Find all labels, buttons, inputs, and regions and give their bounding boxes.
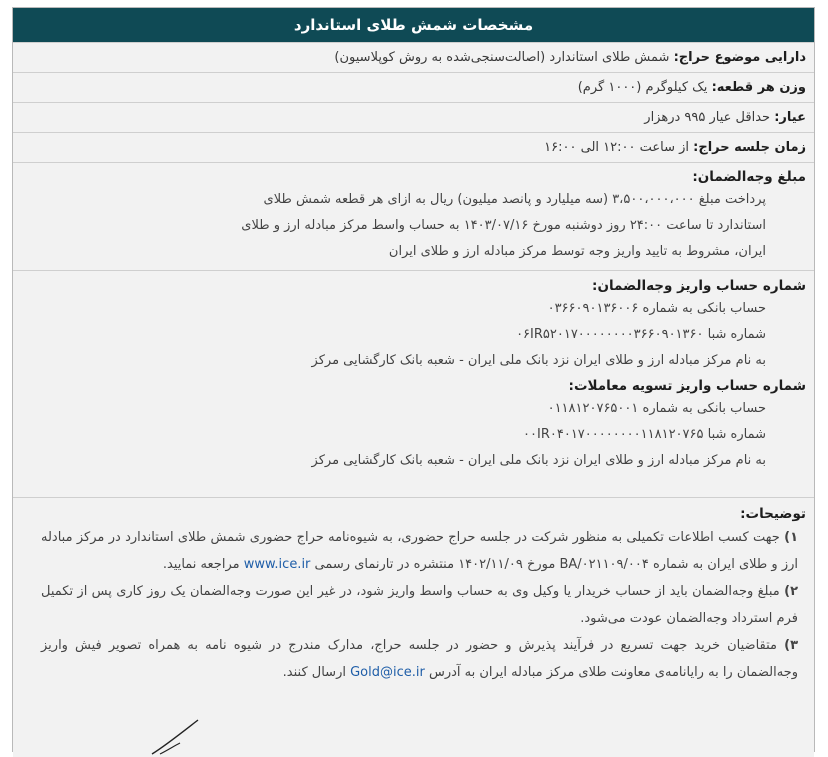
- guarantee-section: [13, 162, 814, 270]
- specs-document: [12, 7, 815, 752]
- note-text: ارسال کنند.: [282, 665, 346, 680]
- document-title: مشخصات شمش طلای استاندارد: [13, 8, 814, 42]
- session-row: [13, 132, 814, 162]
- note-item: [41, 632, 798, 686]
- notes-title: توضیحات:: [740, 506, 806, 522]
- settlement-account-title: شماره حساب واریز تسویه معاملات:: [568, 378, 806, 394]
- weight-label: وزن هر قطعه:: [711, 80, 806, 95]
- deposit-account-line: شماره شبا ۰۶IR۵۲۰۱۷۰۰۰۰۰۰۰۰۳۶۶۰۹۰۱۳۶۰: [516, 327, 766, 342]
- purity-value: حداقل عیار ۹۹۵ درهزار: [644, 110, 771, 125]
- purity-label: عیار:: [774, 110, 806, 125]
- note-number: ۲): [784, 584, 798, 599]
- website-link[interactable]: www.ice.ir: [243, 557, 311, 572]
- guarantee-title: مبلغ وجه‌الضمان:: [692, 169, 806, 185]
- note-number: ۱): [784, 530, 798, 545]
- note-text: جهت کسب اطلاعات تکمیلی به منظور شرکت در جلسه حراج حضوری، به شیوه‌نامه حراج حضوری شمش طلای استاندارد در مرکز مبادله ارز و طلای ایران به شماره BA/۰۲۱۱۰۹/۰۰۴ مورخ ۱۴۰۲/۱۱/۰۹ منتشره در تارنمای رسمی: [41, 530, 798, 572]
- session-label: زمان جلسه حراج:: [693, 140, 806, 155]
- pen-stroke-mark: [150, 716, 210, 756]
- guarantee-line: استاندارد تا ساعت ۲۴:۰۰ روز دوشنبه مورخ ۱۴۰۳/۰۷/۱۶ به حساب واسط مرکز مبادله ارز و طلای: [241, 218, 766, 233]
- settlement-account-line: حساب بانکی به شماره ۰۱۱۸۱۲۰۷۶۵۰۰۱: [547, 401, 766, 416]
- note-item: [41, 524, 798, 578]
- purity-row: [13, 102, 814, 132]
- deposit-account-title: شماره حساب واریز وجه‌الضمان:: [592, 278, 806, 294]
- deposit-account-line: حساب بانکی به شماره ۰۳۶۶۰۹۰۱۳۶۰۰۶: [547, 301, 766, 316]
- weight-value: یک کیلوگرم (۱۰۰۰ گرم): [577, 80, 708, 95]
- note-text: مبلغ وجه‌الضمان باید از حساب خریدار یا وکیل وی به حساب واسط واریز شود، در غیر این صورت وجه‌الضمان یک روز کاری پس از تکمیل فرم استرداد وجه‌الضمان عودت می‌شود.: [41, 584, 798, 626]
- email-link[interactable]: Gold@ice.ir: [350, 665, 425, 680]
- settlement-account-line: به نام مرکز مبادله ارز و طلای ایران نزد بانک ملی ایران - شعبه بانک کارگشایی مرکز: [311, 453, 766, 468]
- note-item: [41, 578, 798, 632]
- deposit-account-line: به نام مرکز مبادله ارز و طلای ایران نزد بانک ملی ایران - شعبه بانک کارگشایی مرکز: [311, 353, 766, 368]
- accounts-section: [13, 270, 814, 497]
- session-value: از ساعت ۱۲:۰۰ الی ۱۶:۰۰: [544, 140, 690, 155]
- settlement-account-line: شماره شبا ۰۰IR۰۴۰۱۷۰۰۰۰۰۰۰۰۱۱۸۱۲۰۷۶۵: [523, 427, 766, 442]
- subject-value: شمش طلای استاندارد (اصالت‌سنجی‌شده به روش کوپلاسیون): [334, 50, 670, 65]
- note-text: متقاضیان خرید جهت تسریع در فرآیند پذیرش و حضور در جلسه حراج، مدارک مندرج در شیوه نامه به همراه تصویر فیش واریز وجه‌الضمان را به رایانامه‌ی معاونت طلای مرکز مبادله ایران به آدرس: [41, 638, 798, 680]
- weight-row: [13, 72, 814, 102]
- guarantee-line: ایران، مشروط به تایید واریز وجه توسط مرکز مبادله ارز و طلای ایران: [388, 244, 766, 259]
- notes-section: [13, 497, 814, 757]
- note-text: مراجعه نمایید.: [162, 557, 240, 572]
- guarantee-line: پرداخت مبلغ ۳،۵۰۰،۰۰۰،۰۰۰ (سه میلیارد و پانصد میلیون) ریال به ازای هر قطعه شمش طلای: [263, 192, 766, 207]
- subject-label: دارایی موضوع حراج:: [673, 50, 806, 65]
- notes-list: [21, 524, 806, 686]
- note-number: ۳): [784, 638, 798, 653]
- subject-row: [13, 42, 814, 72]
